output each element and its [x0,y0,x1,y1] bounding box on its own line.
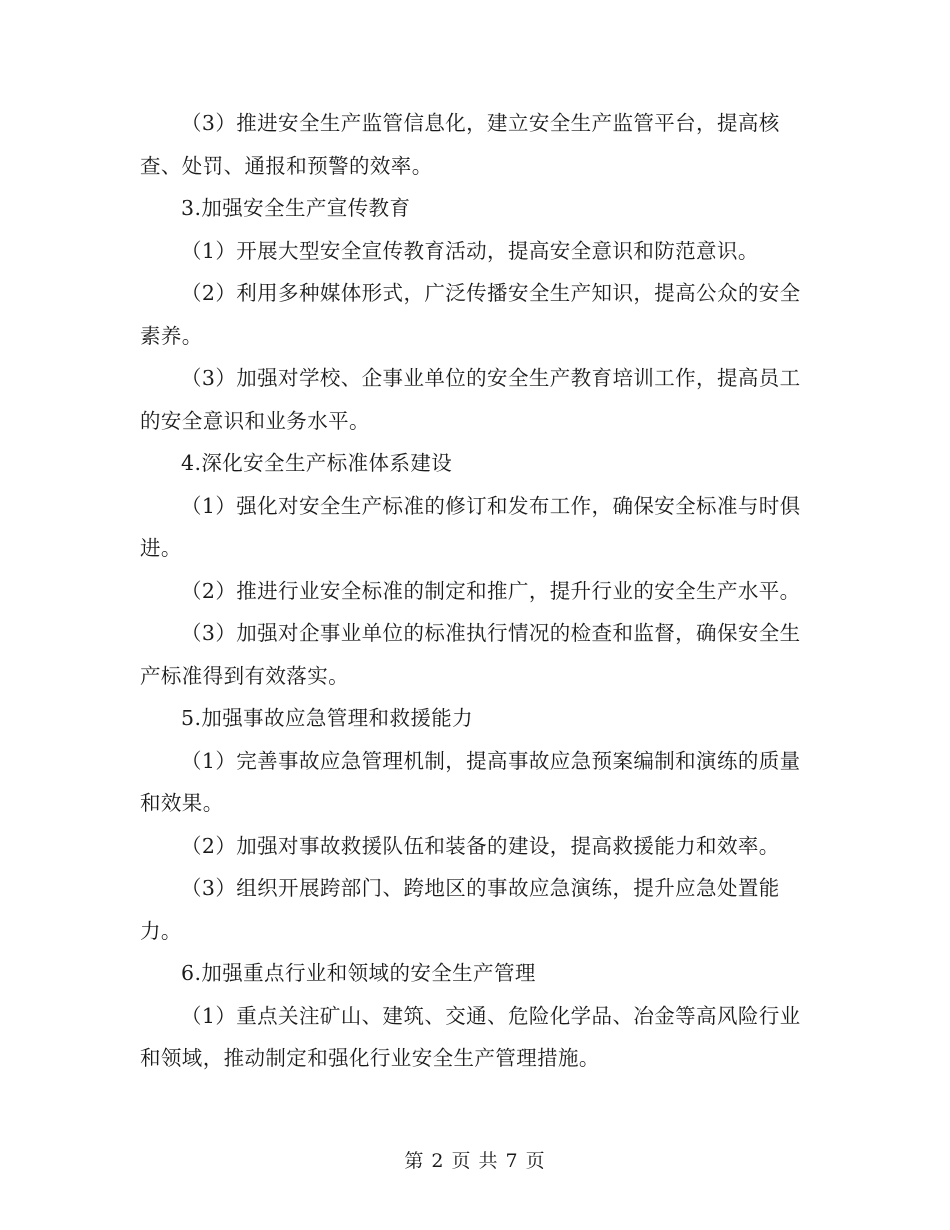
paragraph: （3）加强对企事业单位的标准执行情况的检查和监督，确保安全生产标准得到有效落实。 [140,621,801,688]
paragraph: （3）推进安全生产监管信息化，建立安全生产监管平台，提高核查、处罚、通报和预警的效率。 [140,111,780,178]
section-heading: 6.加强重点行业和领域的安全生产管理 [181,961,536,985]
section-heading: 4.深化安全生产标准体系建设 [181,451,453,475]
paragraph: （1）重点关注矿山、建筑、交通、危险化学品、冶金等高风险行业和领域，推动制定和强化行业安全生产管理措施。 [140,1003,801,1070]
document-body [140,102,810,1080]
page-number-footer: 第 2 页 共 7 页 [404,1150,546,1172]
paragraph: （2）推进行业安全标准的制定和推广，提升行业的安全生产水平。 [181,578,801,603]
paragraph: （1）开展大型安全宣传教育活动，提高安全意识和防范意识。 [181,238,759,263]
paragraph: （3）组织开展跨部门、跨地区的事故应急演练，提升应急处置能力。 [140,876,780,943]
paragraph: （2）加强对事故救援队伍和装备的建设，提高救援能力和效率。 [181,833,780,858]
paragraph: （1）强化对安全生产标准的修订和发布工作，确保安全标准与时俱进。 [140,493,801,560]
paragraph: （2）利用多种媒体形式，广泛传播安全生产知识，提高公众的安全素养。 [140,281,801,348]
paragraph: （1）完善事故应急管理机制，提高事故应急预案编制和演练的质量和效果。 [140,748,801,815]
section-heading: 5.加强事故应急管理和救援能力 [181,706,474,730]
section-heading: 3.加强安全生产宣传教育 [181,196,411,220]
paragraph: （3）加强对学校、企事业单位的安全生产教育培训工作，提高员工的安全意识和业务水平。 [140,366,801,433]
